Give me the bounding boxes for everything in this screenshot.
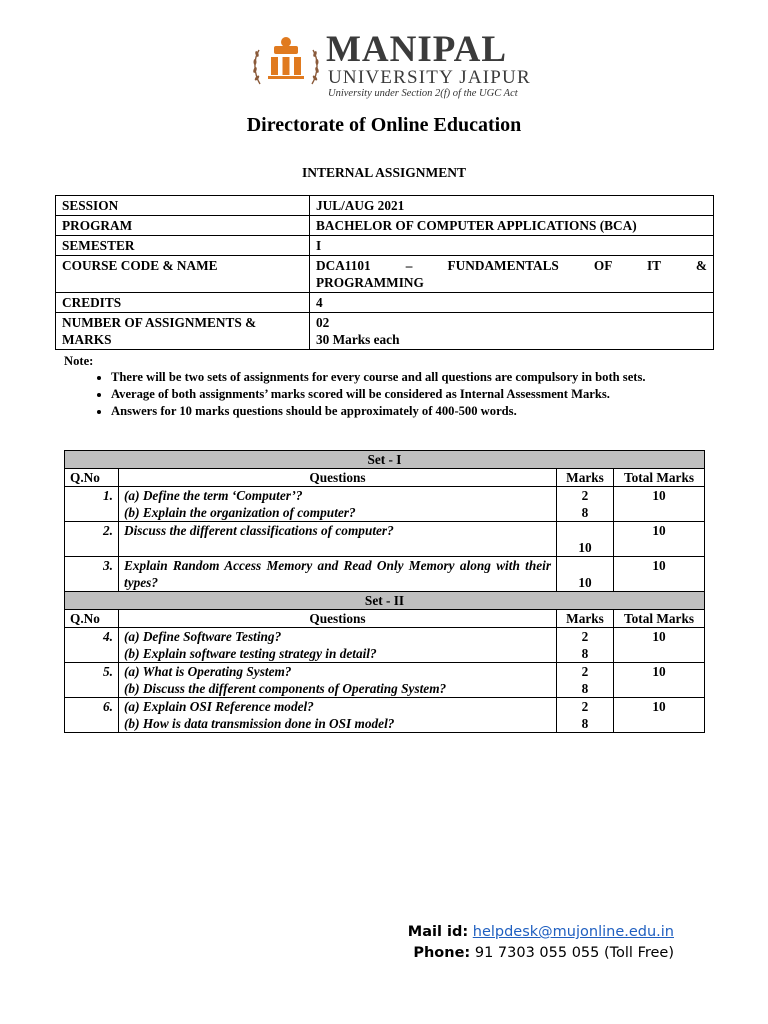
question-part-b: (b) Explain the organization of computer?	[124, 505, 356, 520]
logo-name: MANIPAL	[326, 29, 508, 70]
marks-header: Marks	[557, 469, 614, 487]
question-marks	[557, 663, 614, 698]
question-text	[119, 663, 557, 698]
logo-tagline: University under Section 2(f) of the UGC Act	[328, 88, 518, 99]
question-text: Explain Random Access Memory and Read Only Memory along with their types?	[119, 557, 557, 592]
course-value	[310, 256, 714, 293]
credits-value: 4	[310, 293, 714, 313]
assignments-label: NUMBER OF ASSIGNMENTS & MARKS	[56, 313, 310, 350]
set1-title: Set - I	[65, 451, 705, 469]
marks-part-b: 8	[581, 716, 589, 731]
table-row	[65, 628, 705, 663]
question-marks	[557, 698, 614, 733]
set2-header	[65, 592, 705, 610]
marks-part-b: 8	[581, 646, 589, 661]
logo-subname: UNIVERSITY JAIPUR	[328, 67, 531, 88]
column-header-row	[65, 610, 705, 628]
session-label: SESSION	[56, 196, 310, 216]
qno-header: Q.No	[65, 469, 119, 487]
question-part-a: (a) Explain OSI Reference model?	[124, 699, 314, 714]
phone-value: 91 7303 055 055 (Toll Free)	[474, 945, 674, 961]
marks-part-a: 2	[581, 699, 589, 714]
footer-mail	[408, 924, 674, 940]
questions-table	[64, 450, 705, 733]
questions-header: Questions	[119, 469, 557, 487]
marks-part-b: 8	[581, 505, 589, 520]
question-text	[119, 487, 557, 522]
assignments-value	[310, 313, 714, 350]
column-header-row	[65, 469, 705, 487]
question-number: 3.	[65, 557, 119, 592]
info-row-session	[56, 196, 714, 216]
table-row	[65, 557, 705, 592]
university-logo	[250, 30, 540, 100]
semester-label: SEMESTER	[56, 236, 310, 256]
question-part-b: (b) Explain software testing strategy in detail?	[124, 646, 377, 661]
question-total: 10	[614, 487, 705, 522]
info-row-semester	[56, 236, 714, 256]
question-number: 4.	[65, 628, 119, 663]
total-marks-header: Total Marks	[614, 469, 705, 487]
assignments-marks: 30 Marks each	[316, 332, 400, 347]
info-row-program	[56, 216, 714, 236]
assignment-title: INTERNAL ASSIGNMENT	[302, 165, 466, 180]
question-total: 10	[614, 522, 705, 557]
marks-part-b: 8	[581, 681, 589, 696]
university-emblem-icon	[250, 30, 322, 100]
question-part-a: (a) What is Operating System?	[124, 664, 292, 679]
question-part-a: (a) Define the term ‘Computer’?	[124, 488, 303, 503]
note-section	[64, 354, 684, 421]
question-part-b: (b) Discuss the different components of Operating System?	[124, 681, 447, 696]
session-value: JUL/AUG 2021	[310, 196, 714, 216]
table-row	[65, 522, 705, 557]
course-info-table	[55, 195, 714, 350]
marks-part-a: 2	[581, 629, 589, 644]
program-label: PROGRAM	[56, 216, 310, 236]
credits-label: CREDITS	[56, 293, 310, 313]
info-row-course	[56, 256, 714, 293]
questions-header: Questions	[119, 610, 557, 628]
question-total: 10	[614, 698, 705, 733]
question-text	[119, 698, 557, 733]
question-total: 10	[614, 557, 705, 592]
question-total: 10	[614, 663, 705, 698]
directorate-title: Directorate of Online Education	[246, 114, 522, 136]
note-item: • Answers for 10 marks questions should be approximately of 400-500 words.	[111, 404, 684, 419]
helpdesk-email-link[interactable]: helpdesk@mujonline.edu.in	[472, 924, 674, 940]
assignments-count: 02	[316, 315, 330, 330]
question-part-b: (b) How is data transmission done in OSI model?	[124, 716, 395, 731]
note-item: • There will be two sets of assignments for every course and all questions are compulsory in both sets.	[111, 370, 684, 385]
marks-part-a: 2	[581, 664, 589, 679]
marks-header: Marks	[557, 610, 614, 628]
footer-phone	[413, 945, 674, 961]
marks-part-a: 2	[581, 488, 589, 503]
question-text	[119, 628, 557, 663]
question-marks	[557, 628, 614, 663]
table-row	[65, 487, 705, 522]
question-number: 2.	[65, 522, 119, 557]
question-total: 10	[614, 628, 705, 663]
course-label: COURSE CODE & NAME	[56, 256, 310, 293]
semester-value: I	[310, 236, 714, 256]
question-marks: 10	[557, 557, 614, 592]
question-marks: 10	[557, 522, 614, 557]
qno-header: Q.No	[65, 610, 119, 628]
phone-label: Phone:	[413, 945, 471, 961]
set2-title: Set - II	[65, 592, 705, 610]
total-marks-header: Total Marks	[614, 610, 705, 628]
table-row	[65, 663, 705, 698]
program-value: BACHELOR OF COMPUTER APPLICATIONS (BCA)	[310, 216, 714, 236]
info-row-credits	[56, 293, 714, 313]
question-number: 5.	[65, 663, 119, 698]
course-value-line2: PROGRAMMING	[316, 275, 424, 290]
note-title: Note:	[64, 354, 94, 368]
mail-label: Mail id:	[407, 924, 469, 940]
question-marks	[557, 487, 614, 522]
info-row-assignments	[56, 313, 714, 350]
question-number: 6.	[65, 698, 119, 733]
note-list	[64, 370, 684, 419]
set1-header	[65, 451, 705, 469]
note-item: • Average of both assignments’ marks scored will be considered as Internal Assessment Marks.	[111, 387, 684, 402]
question-part-a: (a) Define Software Testing?	[124, 629, 282, 644]
question-number: 1.	[65, 487, 119, 522]
question-text: Discuss the different classifications of computer?	[119, 522, 557, 557]
table-row	[65, 698, 705, 733]
course-value-line1: DCA1101 – FUNDAMENTALS OF IT &	[316, 258, 707, 273]
